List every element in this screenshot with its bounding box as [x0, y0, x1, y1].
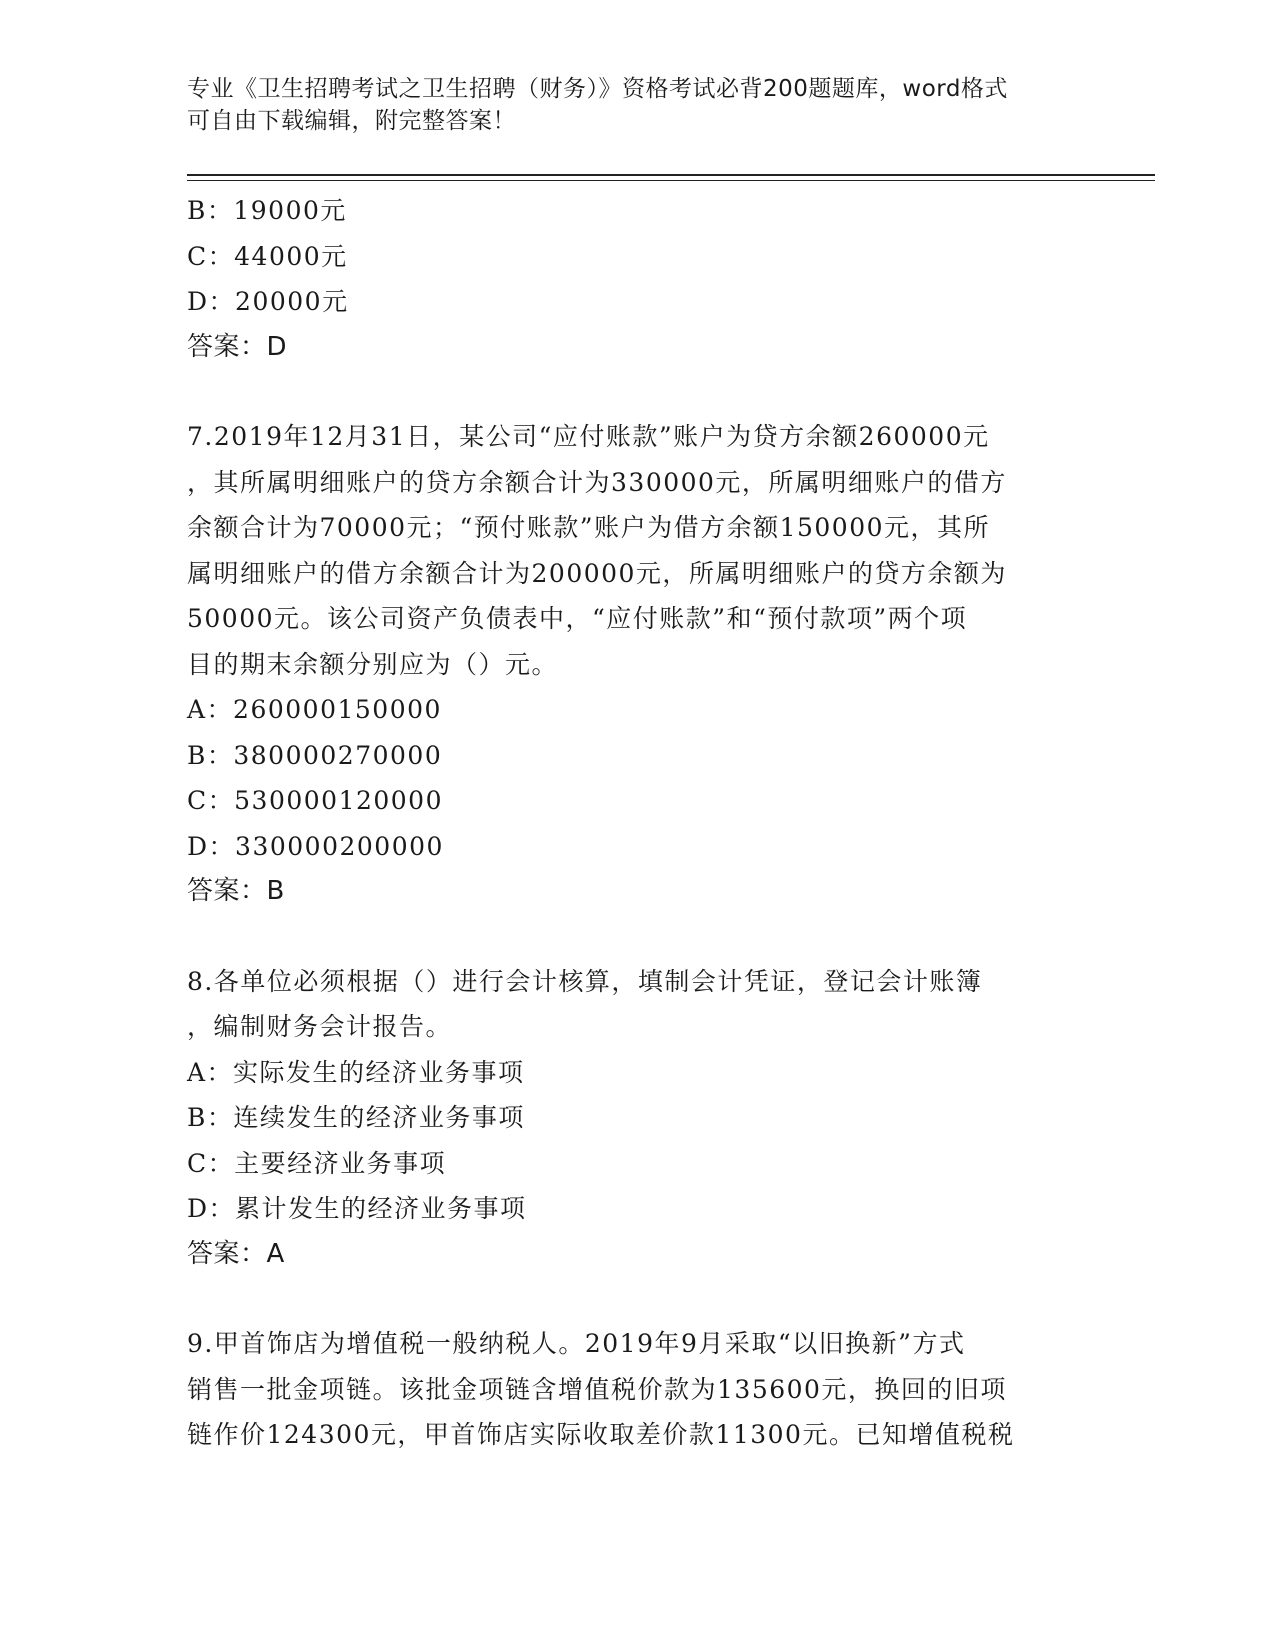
question-text-line: 9.甲首饰店为增值税一般纳税人。2019年9月采取“以旧换新”方式	[187, 1329, 966, 1358]
question-7	[187, 414, 1087, 915]
option-c: C：530000120000	[187, 786, 443, 815]
spacer	[187, 370, 1087, 414]
page-header	[187, 73, 1087, 137]
question-text-line: 链作价124300元，甲首饰店实际收取差价款11300元。已知增值税税	[187, 1420, 1015, 1449]
question-text-line: 目的期末余额分别应为（）元。	[187, 649, 559, 679]
answer-line: 答案：D	[187, 331, 288, 362]
option-c: C：44000元	[187, 241, 348, 271]
spacer	[187, 915, 1087, 959]
option-c: C：主要经济业务事项	[187, 1148, 447, 1178]
option-a: A：260000150000	[187, 695, 442, 724]
question-text-line: 8.各单位必须根据（）进行会计核算，填制会计凭证，登记会计账簿	[187, 966, 983, 996]
spacer	[187, 1277, 1087, 1321]
question-text-line: ，其所属明细账户的贷方余额合计为330000元，所属明细账户的借方	[187, 467, 1007, 497]
option-b: B：380000270000	[187, 740, 443, 770]
option-d: D：20000元	[187, 287, 349, 316]
header-rule-thin	[187, 180, 1155, 181]
option-d: D：330000200000	[187, 831, 444, 861]
option-b: B：19000元	[187, 196, 347, 225]
question-9	[187, 1321, 1087, 1458]
question-text-line: ，编制财务会计报告。	[187, 1012, 453, 1041]
option-b: B：连续发生的经济业务事项	[187, 1103, 525, 1132]
option-a: A：实际发生的经济业务事项	[187, 1057, 525, 1087]
question-text-line: 余额合计为70000元；“预付账款”账户为借方余额150000元，其所	[187, 513, 991, 542]
answer-line: 答案：A	[187, 1238, 285, 1269]
question-8	[187, 959, 1087, 1278]
header-title-line-2: 可自由下载编辑，附完整答案！	[187, 108, 516, 134]
option-d: D：累计发生的经济业务事项	[187, 1194, 527, 1223]
question-text-line: 属明细账户的借方余额合计为200000元，所属明细账户的贷方余额为	[187, 558, 1007, 588]
document-body	[187, 188, 1087, 1458]
question-6-tail	[187, 188, 1087, 370]
question-text-line: 7.2019年12月31日，某公司“应付账款”账户为贷方余额260000元	[187, 422, 990, 451]
header-rule-thick	[187, 174, 1155, 176]
header-title-line-1: 专业《卫生招聘考试之卫生招聘（财务）》资格考试必背200题题库，word格式	[187, 76, 1008, 102]
question-text-line: 50000元。该公司资产负债表中，“应付账款”和“预付款项”两个项	[187, 604, 968, 633]
question-text-line: 销售一批金项链。该批金项链含增值税价款为135600元，换回的旧项	[187, 1374, 1007, 1404]
answer-line: 答案：B	[187, 876, 285, 906]
